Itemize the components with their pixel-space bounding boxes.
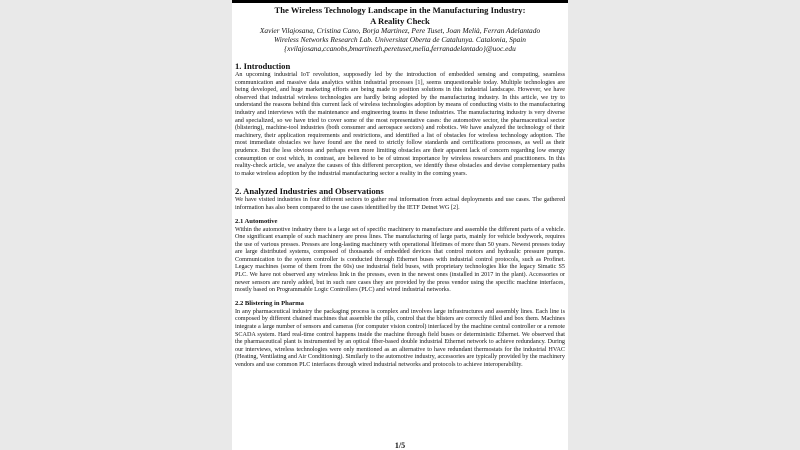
paper-title xyxy=(235,5,565,26)
subsection-heading-automotive: 2.1 Automotive xyxy=(235,217,278,225)
paper-page xyxy=(232,0,568,450)
analyzed-industries-paragraph: We have visited industries in four different sectors to gather real information from actual deployments and use cases. The gathered information has also been compared to the use cases identified by the IETF Detnet WG [2]. xyxy=(235,197,565,211)
author-emails: {xvilajosana,ccanobs,bmartinezh,peretuset,melia,ferranadelantado}@uoc.edu xyxy=(284,44,516,53)
section-heading-analyzed-industries: 2. Analyzed Industries and Observations xyxy=(235,186,384,197)
section-heading-introduction: 1. Introduction xyxy=(235,61,291,71)
title-line-2: A Reality Check xyxy=(370,15,430,26)
author-list: Xavier Vilajosana, Cristina Cano, Borja Martinez, Pere Tuset, Joan Melià, Ferran Adelantado xyxy=(259,26,541,35)
page-content xyxy=(235,5,565,370)
top-rule xyxy=(232,0,568,3)
page-number: 1/5 xyxy=(394,441,406,450)
automotive-paragraph: Within the automotive industry there is a large set of specific machinery to manufacture and assemble the different parts of a vehicle. One significant example of such machinery are press lines. The manufacturing of large parts, mainly for vehicle bodywork, requires the use of various presses. Presses are long-lasting machinery with operational lifetimes of more than 50 years. Newest presses today are large distributed systems, composed of thousands of embedded devices that control motors and hydraulic pressure pumps. Communication to the system controller is conducted through Ethernet buses with industrial control protocols, such as Profinet. Legacy machines (some of them from the 60s) use industrial field buses, with proprietary technologies like the legacy Simatic S5 PLC. We have not observed any wireless link in the presses, even in the newest ones (installed in 2017 in the plant). Accessories or newer sensors are rarely added, but in such rare cases they are provided by the press vendor using the specific machine interfaces, mostly based on Programmable Logic Controllers (PLC) and wired industrial networks. xyxy=(235,226,565,294)
title-line-1: The Wireless Technology Landscape in the Manufacturing Industry: xyxy=(274,5,526,15)
affiliation: Wireless Networks Research Lab. Universitat Oberta de Catalunya. Catalonia, Spain xyxy=(274,35,526,44)
subsection-heading-blistering: 2.2 Blistering in Pharma xyxy=(235,299,304,307)
introduction-paragraph: An upcoming industrial IoT revolution, supposedly led by the introduction of embedded sensing and computing, seamless communication and massive data analytics within industrial processes [1], seems unquestionable today. Multiple technologies are being developed, and huge marketing efforts are being made to position solutions in this industrial landscape. However, we have observed that industrial wireless technologies are hardly being adopted by the manufacturing industry. In this article, we try to understand the reasons behind this current lack of wireless technologies adoption by means of conducting visits to the manufacturing industry and interviews with the maintenance and engineering teams in these industries. The manufacturing industry is very diverse and specialized, so we have tried to cover some of the most representative cases: the automotive sector, the pharmaceutical sector (blistering), machine-tool industries (both consumer and aerospace sectors) and robotics. We have analyzed the technology of their machinery, their application requirements and restrictions, and identified a list of obstacles for wireless technology adoption. The most immediate obstacles we have found are the need to strictly follow standards and certifications processes, as well as their prudence. But the less obvious and perhaps even more limiting obstacles are their apparent lack of concern regarding low energy consumption or cost which, in contrast, are believed to be of utmost importance by wireless researchers and practitioners. In this reality-check article, we analyze the causes of this different perception, we identify these obstacles and devise complementary paths to make wireless adoption by the industrial manufacturing sector a reality in the coming years. xyxy=(235,72,565,177)
blistering-paragraph: In any pharmaceutical industry the packaging process is complex and involves large infrastructures and assembly lines. Each line is composed by different chained machines that assemble the pills, control that the blisters are correctly filled and box them. Machines integrate a large number of sensors and cameras (for computer vision control) interfaced by the machine central controller or a remote SCADA system. Hard real-time control happens inside the machine through field buses or deterministic Ethernet. We observed that the pharmaceutical plant is instrumented by an optical fiber-based double industrial Ethernet network to achieve redundancy. During our interviews, wireless technologies were only mentioned as an alternative to have redundant thermostats for the industrial HVAC (Heating, Ventilating and Air Conditioning). Similarly to the automotive industry, accessories are typically provided by the machinery vendors and use common PLC interfaces through wired industrial networks and protocols to achieve interoperability. xyxy=(235,308,565,368)
